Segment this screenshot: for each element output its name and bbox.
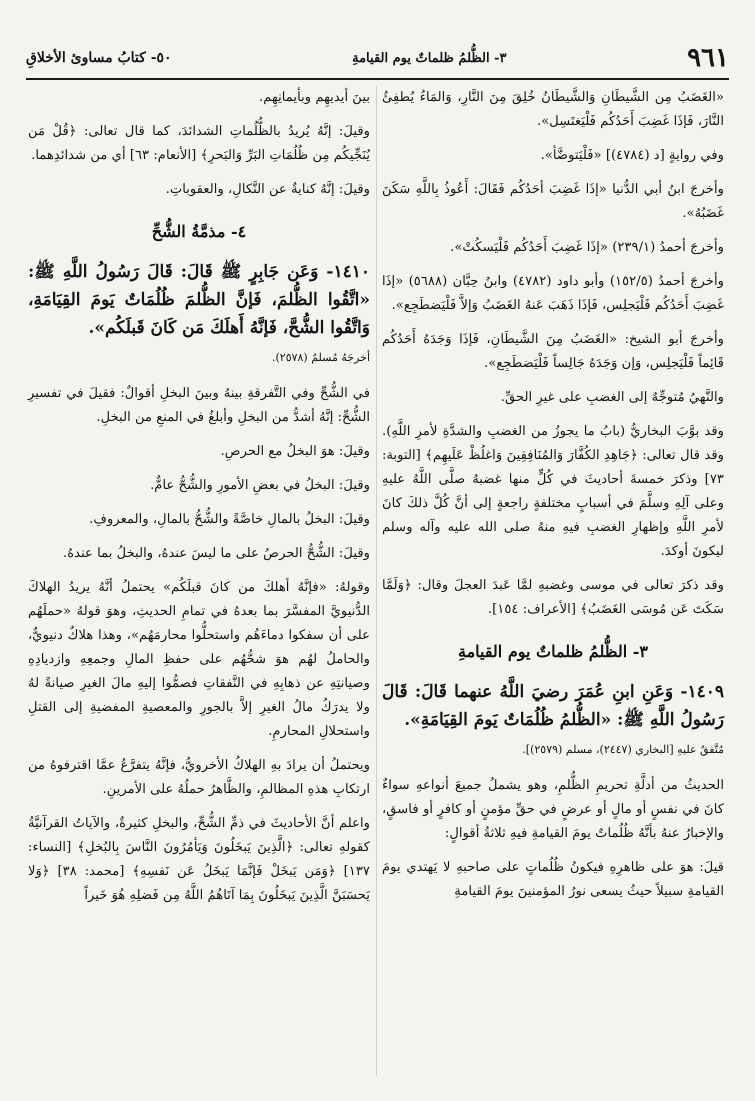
paragraph: وقد ذكرَ تعالى في موسى وغضبهِ لمَّا عَبدَ العجلَ وقال: ﴿وَلَمَّا سَكَتَ عَن مُوسَى الغَضَبُ﴾ [الأعراف: ١٥٤]. <box>382 578 724 617</box>
hadith-source: أخرجَهُ مُسلمٌ (٢٥٧٨). <box>271 351 370 364</box>
paragraph: ويحتملُ أن يرادَ بهِ الهلاكُ الأخرويُّ، فإنَّهُ يتفرَّعُ عمَّا اقترفوهُ من ارتكابِ هذهِ المظالمِ، والظَّاهرُ حملُهُ على الأمرينِ. <box>28 758 370 797</box>
paragraph: وقد بوَّبَ البخاريُّ (بابُ ما يجوزُ من الغضبِ والشدَّةِ لأمرِ اللَّهِ). وقد قال تعالى: ﴿جَاهِدِ الكُفَّارَ وَالمُنَافِقِينَ وَاغلُظْ عَلَيهِم﴾ [التوبة: ٧٣] وذكرَ خمسةَ أحاديثَ في كُلٍّ منها غضبهُ صلَّى اللَّهُ عليهِ وعلى آلِهِ وسلَّمَ في أسبابٍ مختلفةٍ راجعةٍ إلى أنَّ كُلَّ ذلكَ كانَ لأمرِ اللَّهِ وإظهارِ الغضبِ فيهِ منهُ صلى الله عليه وآله وسلم ليكونَ أوكدَ. <box>382 424 724 559</box>
hadith-source: مُتَّفقٌ عليهِ [البخاري (٢٤٤٧)، مسلم (٢٥٧٩)]. <box>522 743 724 756</box>
right-column <box>382 86 724 914</box>
paragraph: في الشُّحِّ وفي التَّفرقةِ بينهُ وبينَ البخلِ أقوالٌ: فقيلَ في تفسيرِ الشُّحِّ: إنَّهُ أشدُّ من البخلِ وأبلغُ في المنعِ من البخلِ. <box>28 386 370 425</box>
paragraph: «الغَضَبُ مِن الشَّيطَانِ وَالشَّيطَانُ خُلِقَ مِنَ النَّارِ، وَالمَاءُ يُطفِئُ النَّارَ، فَإذَا غَضِبَ أَحَدُكُم فَلْيَغتَسِل». <box>382 90 724 129</box>
book-running-title: ٥٠- كتابُ مساوئ الأخلاقِ <box>26 50 172 66</box>
paragraph: وأخرجَ ابنُ أبي الدُّنيا «إذَا غَضِبَ أحَدُكُم فَقَالَ: أَعُوذُ بِاللَّهِ سَكَنَ غَضَبُهُ». <box>382 182 724 221</box>
column-divider <box>376 86 377 1076</box>
section-heading: ٤- مذمَّةُ الشُّحِّ <box>151 222 247 241</box>
paragraph: بينَ أيديهِم وبأيمانِهِم. <box>259 90 370 105</box>
paragraph: وأخرجَ أحمدُ (١٥٢/٥) وأبو داود (٤٧٨٢) وابنُ حِبَّان (٥٦٨٨) «إذَا غَضِبَ أَحَدُكُم فَلْيَجلِس، فَإذَا ذَهَبَ عَنهُ الغَضَبُ وَإلاَّ فَلْيَضطَجِع». <box>382 274 724 313</box>
section-running-title: ٣- الظُّلمُ ظلماتٌ يوم القيامةِ <box>352 50 507 66</box>
paragraph: واعلم أنَّ الأحاديثَ في ذمِّ الشُّحِّ، والبخلِ كثيرةٌ، والآياتُ القرآنيَّةُ كقولهِ تعالى: ﴿الَّذِينَ يَبخَلُونَ وَيَأمُرُونَ النَّاسَ بِالبُخلِ﴾ [النساء: ١٣٧] ﴿وَمَن يَبخَلْ فَإنَّمَا يَبخَلُ عَن نَفسِهِ﴾ [محمد: ٣٨] ﴿وَلا يَحسَبَنَّ الَّذِينَ يَبخَلُونَ بِمَا آتَاهُمُ اللَّهُ مِن فَضلِهِ هُوَ خَيراً <box>28 816 370 903</box>
paragraph: وأخرجَ أحمدُ (٢٣٩/١) «إذَا غَضِبَ أَحَدُكُم فَلْيَسكُتْ». <box>450 240 724 255</box>
paragraph: وقيلَ: البخلُ بالمالِ خاصَّةً والشُّحُّ بالمالِ، والمعروفِ. <box>89 512 370 527</box>
left-column <box>28 86 370 918</box>
paragraph: الحديثُ من أدلَّةِ تحريمِ الظُّلمِ، وهو يشملُ جميعَ أنواعهِ سواءٌ كانَ في نفسٍ أو مالٍ أو عرضٍ في حقِّ مؤمنٍ أو كافرٍ أو فاسقٍ، والإخبارُ عنهُ بأنَّهُ ظُلُماتٌ يومَ القيامةِ فيهِ ثلاثةُ أقوالٍ: <box>382 778 724 841</box>
paragraph: وقيلَ: هوَ البخلُ مع الحرصِ. <box>220 444 370 459</box>
paragraph: وقيلَ: الشُّحُّ الحرصُ على ما ليسَ عندهُ، والبخلُ بما عندهُ. <box>63 546 370 561</box>
paragraph: وقيلَ: إنَّهُ يُريدُ بالظُّلُماتِ الشدائدَ، كما قال تعالى: ﴿قُلْ مَن يُنَجِّيكُم مِن ظُلُمَاتِ البَرِّ وَالبَحرِ﴾ [الأنعام: ٦٣] أي من شدائدِهما. <box>28 124 370 163</box>
paragraph: وقيلَ: إنَّهُ كنايةٌ عن النَّكالِ، والعقوباتِ. <box>165 182 370 197</box>
hadith-text: ١٤٠٩- وَعَنِ ابنِ عُمَرَ رضيَ اللَّهُ عنهما قَالَ: قَالَ رَسُولُ اللَّهِ ﷺ: «الظُّلمُ ظُلُمَاتٌ يَومَ القِيَامَةِ». <box>382 682 724 730</box>
hadith-text: ١٤١٠- وَعَن جَابِرٍ ﷺ قَالَ: قَالَ رَسُولُ اللَّهِ ﷺ: «اتَّقُوا الظُّلمَ، فَإنَّ الظُّلمَ ظُلُمَاتٌ يَومَ القِيَامَةِ، وَاتَّقُوا الشُّحَّ، فَإنَّهُ أَهلَكَ مَن كَانَ قَبلَكُم». <box>28 262 370 338</box>
paragraph: وفي روايةٍ [د (٤٧٨٤)] «فَلْيَتوضَّأ». <box>540 148 724 163</box>
paragraph: وقولهُ: «فإنَّهُ أهلكَ من كانَ قبلَكُم» يحتملُ أنَّهُ يريدُ الهلاكَ الدُّنيويَّ المفسَّرَ بما بعدهُ في تمامِ الحديثِ، وهوَ قولهُ «حملَهُم على أن سفكوا دماءَهُم واستحلُّوا محارمَهُم»، وهذا هلاكٌ دنيويٌّ، والحاملُ لهُم هوَ شحُّهُم على حفظِ المالِ وجمعِهِ وازديادِهِ وصيانتِهِ عن ذهابِهِ في النَّفقاتِ فصمُّوا إليهِ مالَ الغيرِ صيانةً لهُ ولا يدرَكُ مالُ الغيرِ إلاَّ بالجورِ والمعصيةِ المفضيةِ إلى القتلِ واستحلالِ المحارمِ. <box>28 580 370 739</box>
page-number: ٩٦١ <box>687 43 729 73</box>
section-heading: ٣- الظُّلمُ ظلماتٌ يوم القيامةِ <box>457 642 648 661</box>
page-header <box>26 38 729 80</box>
paragraph: وقيلَ: البخلُ في بعضِ الأمورِ والشُّحُّ عامٌّ. <box>150 478 370 493</box>
paragraph: قيلَ: هوَ على ظاهرِهِ فيكونُ ظُلُماتٍ على صاحبهِ لا يَهتدي يومَ القيامةِ سبيلاً حيثُ يسعى نورُ المؤمنينَ يومَ القيامةِ <box>382 860 724 899</box>
paragraph: والنَّهيُ مُتوجِّهٌ إلى الغضبِ على غيرِ الحقِّ. <box>500 390 724 405</box>
paragraph: وأخرجَ أبو الشيخ: «الغَضَبُ مِنَ الشَّيطَانِ، فَإذَا وَجَدَهُ أَحَدُكُم قَائِماً فَلْيَجلِس، وَإن وَجَدَهُ جَالِساً فَلْيَضطَجِع». <box>382 332 724 371</box>
